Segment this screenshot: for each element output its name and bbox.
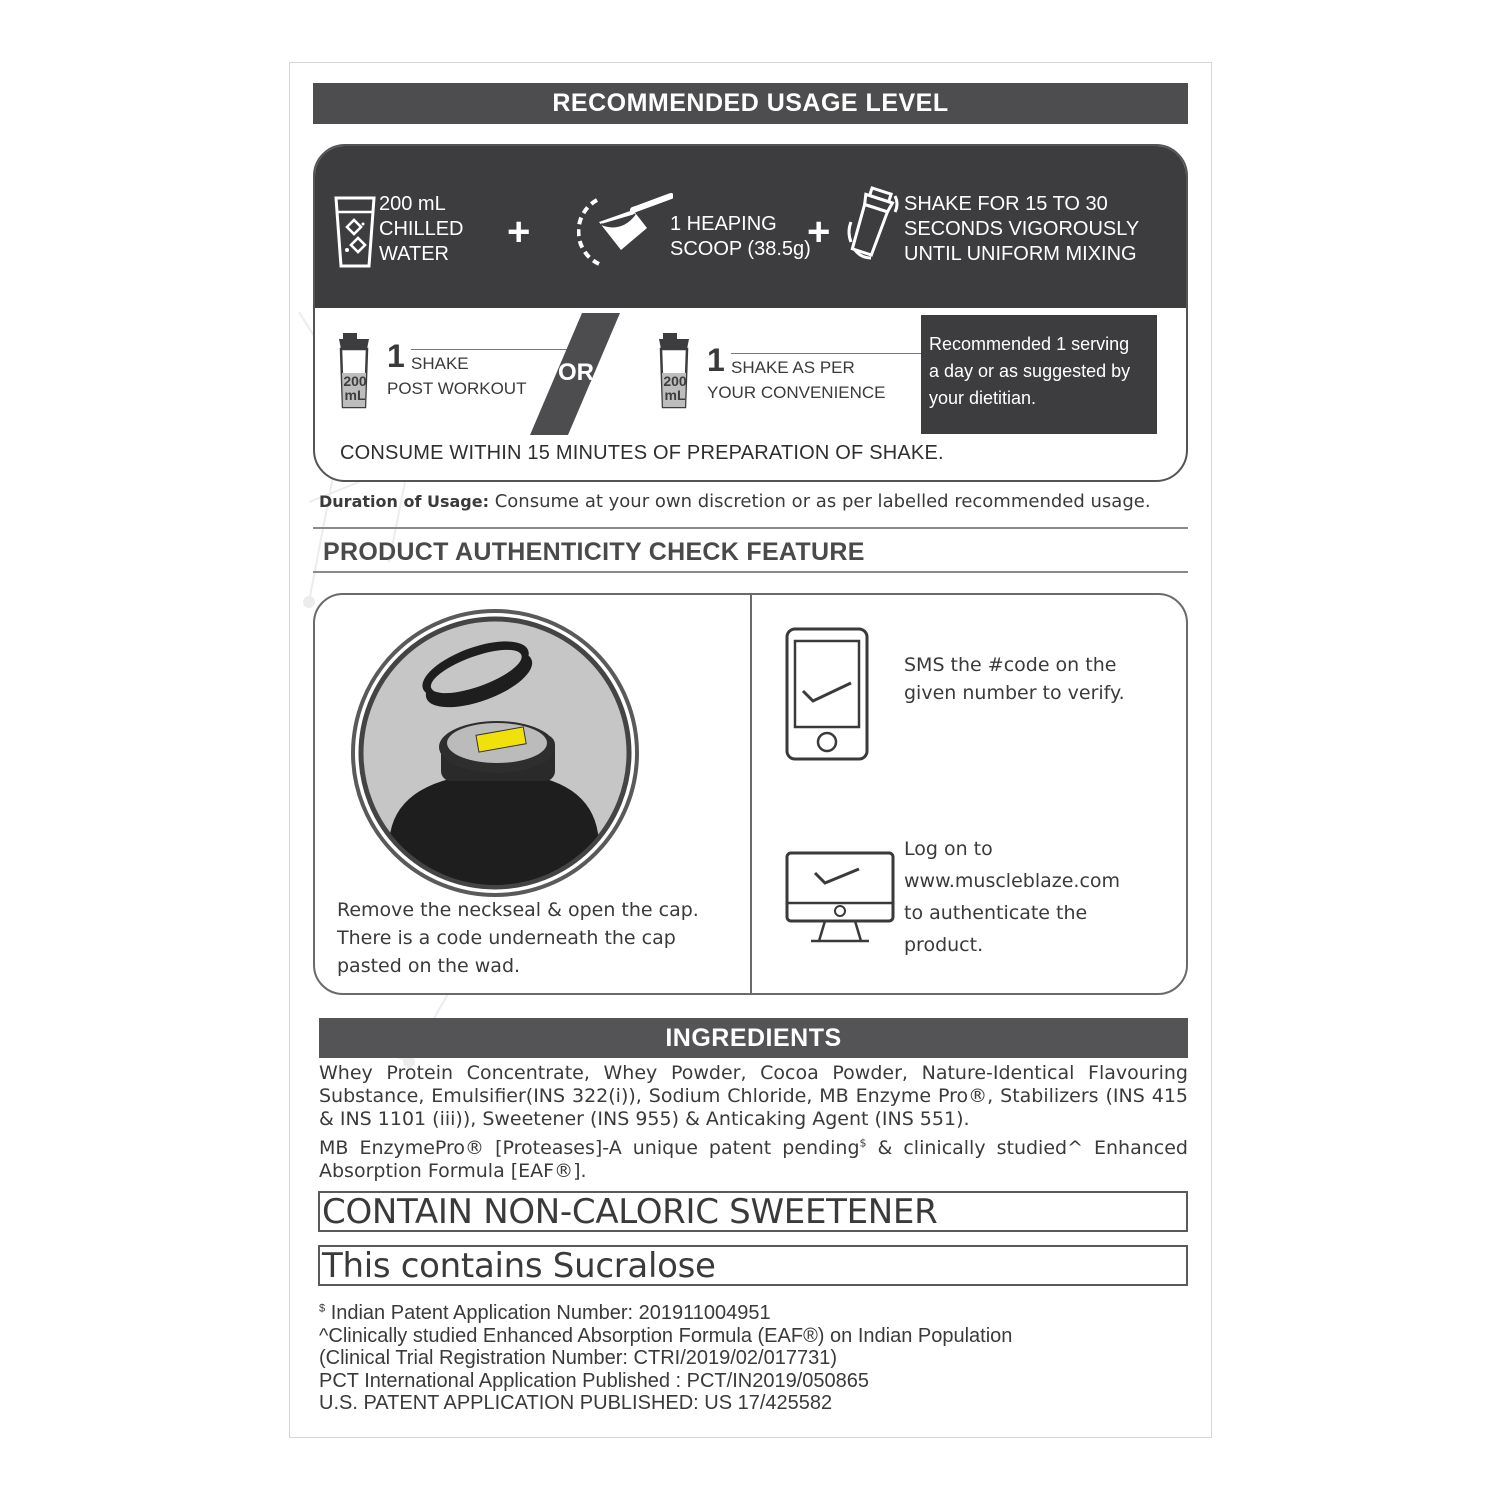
step-water-line: 200 mL: [379, 193, 446, 215]
patent-marker: $: [859, 1136, 867, 1150]
enzyme-claim: [319, 1137, 1188, 1183]
footnote-line: ^Clinically studied Enhanced Absorption Formula (EAF®) on Indian Population: [319, 1324, 1013, 1347]
plus-sign: +: [507, 210, 531, 254]
step-water: [379, 192, 463, 267]
duration-of-usage: [319, 491, 1151, 512]
sucralose-warning: This contains Sucralose: [318, 1245, 1188, 1286]
serving-line-2: POST WORKOUT: [387, 379, 527, 398]
web-instruction-line: to authenticate the: [904, 902, 1088, 924]
serving-line-1: SHAKE: [411, 354, 469, 373]
enzyme-claim-text: & clinically studied^ Enhanced Absorption Formula [EAF®].: [319, 1137, 1188, 1182]
web-instruction-line: Log on to: [904, 838, 993, 860]
web-instruction-line: www.muscleblaze.com: [904, 870, 1121, 892]
preparation-steps: [315, 146, 1186, 308]
ingredients-body: [319, 1062, 1188, 1189]
recommendation-line: Recommended 1 serving: [929, 334, 1130, 354]
duration-text: Consume at your own discretion or as per labelled recommended usage.: [494, 491, 1151, 512]
recommendation-line: a day or as suggested by: [929, 361, 1131, 381]
step-water-line: CHILLED: [379, 218, 464, 240]
step-scoop: [670, 212, 811, 262]
serving-count: 1: [707, 342, 725, 378]
ingredients-title: INGREDIENTS: [319, 1018, 1188, 1058]
cap-instructions: [337, 896, 699, 980]
footnote-line: PCT International Application Published : PCT/IN2019/050865: [319, 1369, 869, 1392]
cap-instruction-line: pasted on the wad.: [337, 955, 521, 977]
step-shake: [904, 192, 1139, 267]
enzyme-claim-text: MB EnzymePro® [Proteases]-A unique patent pending: [319, 1137, 860, 1159]
step-shake-line: SECONDS VIGOROUSLY: [904, 218, 1140, 240]
or-label: OR: [558, 359, 594, 386]
sms-instruction-line: given number to verify.: [904, 682, 1125, 704]
sms-instruction-line: SMS the #code on the: [904, 654, 1117, 676]
serving-line-2: YOUR CONVENIENCE: [707, 383, 886, 402]
patent-marker: $: [319, 1302, 326, 1315]
step-water-line: WATER: [379, 243, 449, 265]
footnote-text: Indian Patent Application Number: 201911004951: [330, 1302, 771, 1324]
shaker-icon: [845, 184, 901, 264]
step-scoop-line: SCOOP (38.5g): [670, 238, 811, 260]
recommendation-box: [921, 315, 1157, 434]
consume-note: CONSUME WITHIN 15 MINUTES OF PREPARATION OF SHAKE.: [340, 442, 944, 464]
authenticity-panel: [313, 593, 1188, 995]
web-instruction-line: product.: [904, 934, 984, 956]
footnote-line: (Clinical Trial Registration Number: CTRI/2019/02/017731): [319, 1347, 838, 1369]
serving-count: 1: [387, 338, 405, 374]
monitor-check-icon: [785, 851, 895, 943]
sms-instructions: [904, 651, 1125, 707]
step-shake-line: SHAKE FOR 15 TO 30: [904, 193, 1108, 215]
bottle-label: [339, 374, 371, 402]
panel-divider: [750, 595, 752, 993]
bottle-volume: 200 mL: [343, 373, 367, 403]
usage-title: RECOMMENDED USAGE LEVEL: [313, 83, 1188, 124]
phone-check-icon: [785, 627, 869, 761]
cap-instruction-line: Remove the neckseal & open the cap.: [337, 899, 699, 921]
step-scoop-line: 1 HEAPING: [670, 213, 777, 235]
jar-cap-illustration: [349, 607, 641, 899]
duration-label: Duration of Usage:: [319, 492, 489, 511]
divider-line: [731, 353, 921, 354]
bottle-label: [659, 374, 691, 402]
authenticity-title: PRODUCT AUTHENTICITY CHECK FEATURE: [313, 527, 1188, 573]
recommendation-line: your dietitian.: [929, 388, 1037, 408]
glass-icon: [333, 194, 377, 270]
footnote-line: [319, 1302, 1012, 1325]
ingredients-list: Whey Protein Concentrate, Whey Powder, Cocoa Powder, Nature-Identical Flavouring Substance, Emulsifier(INS 322(i)), Sodium Chloride, MB Enzyme Pro®, Stabilizers (INS 415 & INS 1101 (iii)), Sweetener (INS 955) & Anticaking Agent (INS 551).: [319, 1062, 1188, 1130]
plus-sign: +: [807, 210, 831, 254]
cap-instruction-line: There is a code underneath the cap: [337, 927, 676, 949]
scoop-icon: [577, 192, 673, 270]
step-shake-line: UNTIL UNIFORM MIXING: [904, 243, 1137, 265]
footnote-line: U.S. PATENT APPLICATION PUBLISHED: US 17/425582: [319, 1392, 833, 1414]
footnotes: [319, 1302, 1012, 1415]
web-instructions: [904, 833, 1120, 961]
bottle-volume: 200 mL: [663, 373, 687, 403]
usage-panel: [313, 144, 1188, 482]
serving-line-1: SHAKE AS PER: [731, 358, 855, 377]
sweetener-warning: CONTAIN NON-CALORIC SWEETENER: [318, 1191, 1188, 1232]
